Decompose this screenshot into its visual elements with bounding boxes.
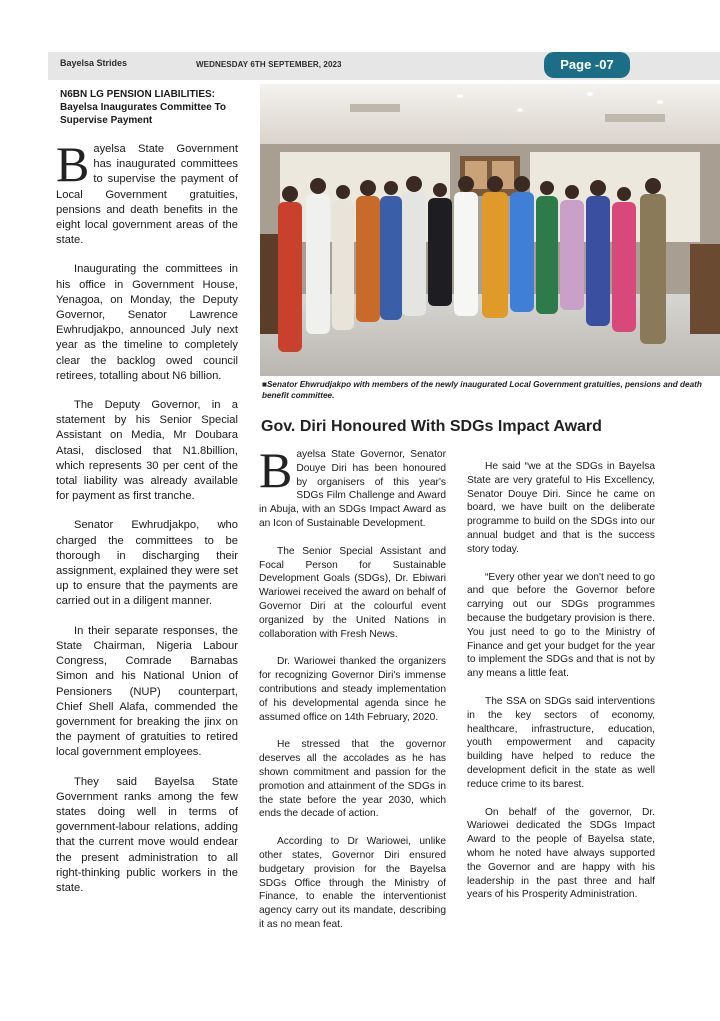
story2-paragraph-3: Dr. Wariowei thanked the organizers for recognizing Governor Diri's immense contributions and steady implementation of his developmental agenda since he assumed office on 14th February, 2020. (259, 656, 446, 723)
dropcap: B (56, 136, 90, 192)
group-photo (260, 84, 720, 376)
issue-date: WEDNESDAY 6TH SEPTEMBER, 2023 (196, 60, 342, 69)
story2-paragraph-5: According to Dr Wariowei, unlike other states, Governor Diri ensured budgetary provision for the Bayelsa SDGs Office through the Ministry of Finance, to enable the interventionist agency carry out its mandate, describing it as no mean feat. (259, 836, 446, 930)
story1-paragraph-3: The Deputy Governor, in a statement by his Senior Special Assistant on Media, Mr Doubara Atasi, disclosed that N1.8billion, which represents 30 per cent of the total liability was already available for payment as first tranche. (56, 399, 238, 503)
story1-headline: N6BN LG PENSION LIABILITIES: Bayelsa Inaugurates Committee To Supervise Payment (60, 89, 226, 126)
story2-paragraph-8: The SSA on SDGs said interventions in the key sectors of economy, healthcare, infrastructure, education, youth empowerment and capacity building have helped to reduce the development deficit in the state as well reduce crime to its barest. (467, 695, 655, 790)
page-number-badge: Page -07 (544, 52, 630, 78)
story2-column-2 (467, 460, 655, 916)
story1-paragraph-1: Bayelsa State Government has inaugurated committees to supervise the payment of Local Government gratuities, pensions and death benefits in the eight local government areas of the state. (56, 136, 238, 247)
story2-paragraph-7: “Every other year we don't need to go and que before the Governor before carrying out our SDGs programmes because the budgetary provision is there. You just need to go to the Ministry of Finance and get your budget for the year to implement the SDGs and that is not by any means a little feat. (467, 571, 655, 680)
story1-paragraph-2: Inaugurating the committees in his office in Government House, Yenagoa, on Monday, the Deputy Governor, Senator Lawrence Ewhrudjakpo, announced July next year as the timeline to completely clear the backlog owed council retirees, totalling about N6 billion. (56, 263, 238, 382)
story2-column-1 (259, 442, 446, 946)
story2-paragraph-6: He said “we at the SDGs in Bayelsa State are very grateful to His Excellency, Senator Douye Diri. Since he came on board, we have built on the deliberate programme to build on the SDGs into our annual budget and that is the success story today. (467, 461, 655, 555)
story2-paragraph-1: Bayelsa State Governor, Senator Douye Diri has been honoured by organisers of this year's SDGs Film Challenge and Award in Abuja, with an SDGs Impact Award as an Icon of Sustainable Development. (259, 442, 446, 529)
story1-paragraph-4: Senator Ewhrudjakpo, who charged the committees to be thorough in discharging their assignment, explained they were set up to ensure that the payments are carried out in a diligent manner. (56, 519, 238, 608)
story1-paragraph-6: They said Bayelsa State Government ranks among the few states doing well in terms of government-labour relations, adding that the current move would endear the present administration to all right-thinking public workers in the state. (56, 775, 238, 894)
dropcap: B (259, 442, 293, 498)
caption-bullet: ■ (262, 380, 267, 389)
story2-paragraph-4: He stressed that the governor deserves all the accolades as he has shown commitment and passion for the promotion and attainment of the SDGs in the state before the year 2030, which ends the decade of action. (259, 739, 446, 820)
story1-body (56, 136, 238, 910)
photo-caption: ■Senator Ehwrudjakpo with members of the newly inaugurated Local Government gratuities, pensions and death benefit committee. (262, 380, 702, 400)
story2-paragraph-9: On behalf of the governor, Dr. Wariowei dedicated the SDGs Impact Award to the people of Bayelsa state, whom he noted have always supported the Governor and are happy with his leadership in the past three and half years of his Prosperity Administration. (467, 806, 655, 901)
story2-headline: Gov. Diri Honoured With SDGs Impact Award (261, 418, 602, 435)
story1-paragraph-5: In their separate responses, the State Chairman, Nigeria Labour Congress, Comrade Barnabas Simon and his National Union of Pensioners (NUP) counterpart, Chief Shell Alafa, commended the government for breaking the jinx on the payment of gratuities to retired local government employees. (56, 624, 238, 759)
story2-paragraph-2: The Senior Special Assistant and Focal Person for Sustainable Development Goals (SDGs), Dr. Ebiwari Wariowei received the award on behalf of Governor Diri at the colourful event organized by the United Nations in collaboration with Fresh News. (259, 545, 446, 640)
publication-name: Bayelsa Strides (60, 58, 128, 68)
